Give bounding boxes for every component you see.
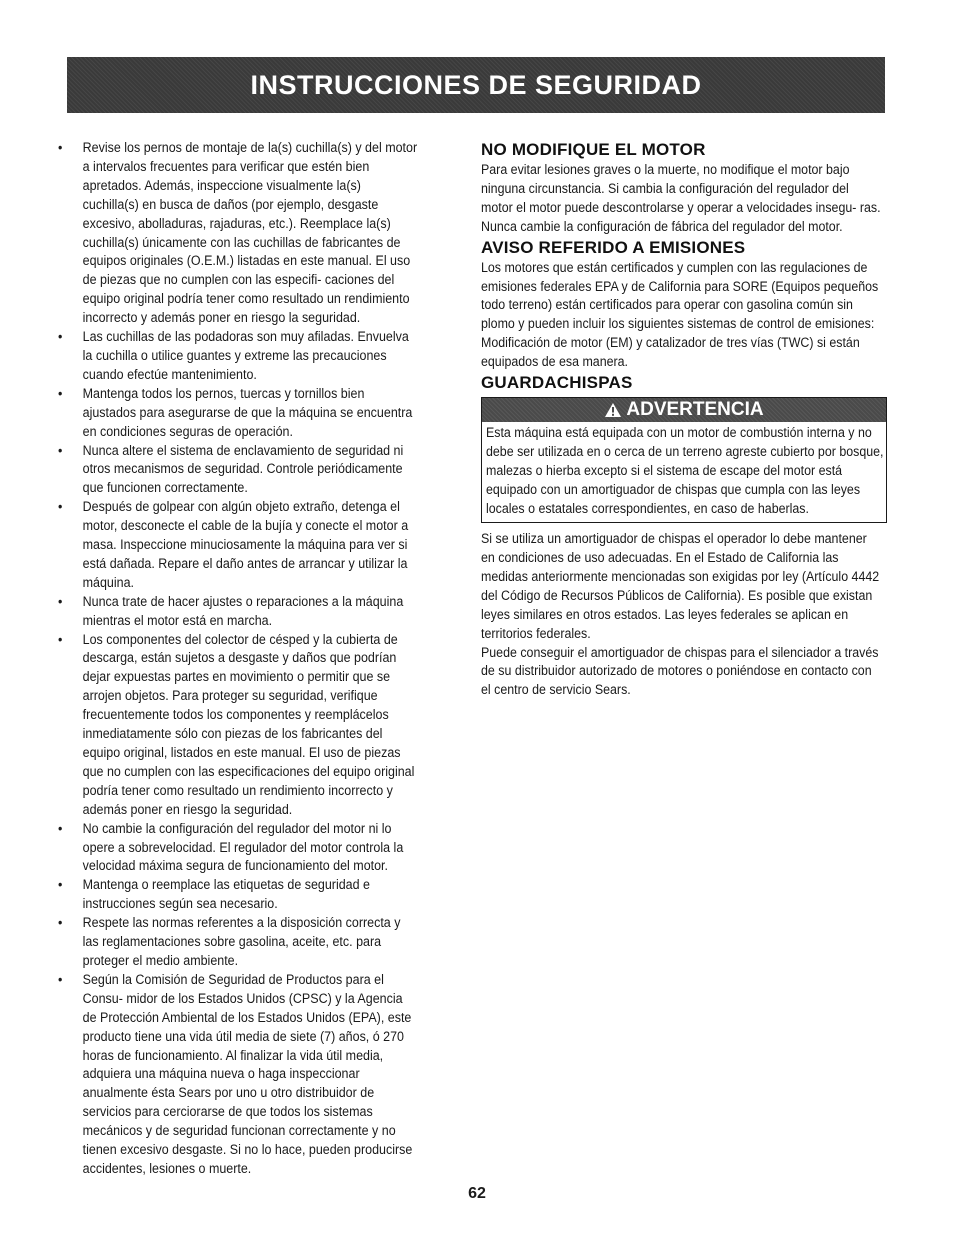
list-item (58, 498, 419, 593)
list-item (58, 971, 419, 1179)
list-item-text: Después de golpear con algún objeto extraño, detenga el motor, desconecte el cable de la bujía y conecte el motor a masa. Inspeccione minuciosamente la máquina para ver si está dañada. Repare el daño antes de arrancar y utilizar la máquina. (82, 499, 409, 591)
bullet-icon: • (58, 593, 63, 610)
list-item-text: Según la Comisión de Seguridad de Productos para el Consu- midor de los Estados Unidos (CPSC) y la Agencia de Protección Ambiental de los Estados Unidos (EPA), este producto tiene una vida útil media de siete (7) años, ó 270 horas de funcionamiento. Al finalizar la vida útil media, adquiera una máquina nueva o haga inspeccionar anualmente ésta Sears por uno u otro distribuidor de servicios para cerciorarse de que todos los sistemas mecánicos y de seguridad funcionan correctamente y no tienen excesivo desgaste. Si no lo hace, pueden producirse accidentes, lesiones o muerte. (82, 971, 413, 1177)
list-item-text: Las cuchillas de las podadoras son muy afiladas. Envuelva la cuchilla o utilice guantes y extreme las precauciones cuando efectúe mantenimiento. (82, 329, 409, 383)
warning-text: Esta máquina está equipada con un motor de combustión interna y no debe ser utilizada en o cerca de un terreno agreste cubierto por bosque, malezas o hierba excepto si el sistema de escape del motor está equipado con un amortiguador de chispas que cumpla con las leyes locales o estatales correspondientes, en caso de haberlas. (486, 425, 884, 517)
list-item (58, 876, 419, 914)
list-item (58, 442, 419, 499)
page-number: 62 (468, 1185, 486, 1202)
safety-bullet-list (58, 139, 419, 1179)
list-item (58, 631, 419, 820)
bullet-icon: • (58, 499, 63, 516)
guardachispas-paragraph-1: Si se utiliza un amortiguador de chispas el operador lo debe mantener en condiciones de uso adecuadas. En el Estado de California las medidas anteriormente mencionadas son exigidas por ley (Artículo 4442 del Código de Recursos Públicos de California). Es posible que existan leyes similares en otros estados. Las leyes federales se aplican en territorios federales. (481, 531, 880, 642)
bullet-icon: • (58, 915, 63, 932)
list-item-text: Revise los pernos de montaje de la(s) cuchilla(s) y del motor a intervalos frecuentes para verificar que estén bien apretados. Además, inspeccione visualmente la(s) cuchilla(s) en busca de daños (por ejemplo, desgaste excesivo, abolladuras, rajaduras, etc.). Reemplace la(s) cuchilla(s) únicamente con las cuchillas de fabricantes de equipos originales (O.E.M.) listadas en este manual. El uso de piezas que no cumplen con las especifi- caciones del equipo original podría tener como resultado un rendimiento incorrecto y además poner en riesgo la seguridad. (82, 140, 418, 327)
warning-header (482, 398, 886, 422)
list-item (58, 820, 419, 877)
section-banner (67, 57, 885, 113)
list-item (58, 914, 419, 971)
section-heading-guardachispas: GUARDACHISPAS (481, 373, 633, 393)
list-item-text: Nunca trate de hacer ajustes o reparaciones a la máquina mientras el motor está en marcha. (82, 593, 404, 629)
warning-title: ADVERTENCIA (626, 399, 764, 421)
motor-paragraph: Para evitar lesiones graves o la muerte, no modifique el motor bajo ninguna circunstancia. Si cambia la configuración del regulador del motor el motor puede descontrolarse y operar a velocidades insegu- ras. Nunca cambie la configuración de fábrica del regulador del motor. (481, 162, 881, 235)
guardachispas-paragraph-2: Puede conseguir el amortiguador de chispas para el silenciador a través de su distribuidor autorizado de motores o poniéndose en contacto con el centro de servicio Sears. (481, 644, 879, 699)
bullet-icon: • (58, 820, 63, 837)
list-item-text: Los componentes del colector de césped y la cubierta de descarga, están sujetos a desgaste y daños que podrían dejar expuestas partes en movimiento o permitir que se arrojen objetos. Para proteger su seguridad, verifique frecuentemente todos los componentes y reemplácelos inmediatamente sólo con piezas de los fabricantes del equipo original, listados en este manual. El uso de piezas que no cumplen con las especificaciones del equipo original podría tener como resultado un rendimiento incorrecto y además poner en riesgo la seguridad. (82, 631, 415, 818)
list-item-text: Nunca altere el sistema de enclavamiento de seguridad ni otros mecanismos de seguridad. Controle periódicamente que funcionen correctamente. (82, 442, 404, 497)
bullet-icon: • (58, 971, 63, 988)
list-item (58, 385, 419, 442)
list-item-text: No cambie la configuración del regulador del motor ni lo opere a sobrevelocidad. El regulador del motor controla la velocidad máxima segura de funcionamiento del motor. (82, 820, 404, 875)
list-item (58, 593, 419, 631)
list-item-text: Respete las normas referentes a la disposición correcta y las reglamentaciones sobre gasolina, aceite, etc. para proteger el medio ambiente. (82, 915, 401, 969)
list-item-text: Mantenga o reemplace las etiquetas de seguridad e instrucciones según sea necesario. (82, 877, 370, 913)
list-item (58, 328, 419, 385)
section-heading-emisiones: AVISO REFERIDO A EMISIONES (481, 237, 746, 257)
emisiones-paragraph: Los motores que están certificados y cumplen con las regulaciones de emisiones federales EPA y de California para SORE (Equipos pequeños todo terreno) están certificados para operar con gasolina común sin plomo y pueden incluir los siguientes sistemas de control de emisiones: Modificación de motor (EM) y catalizador de tres vías (TWC) si están equipados de esa manera. (481, 259, 879, 371)
left-column (58, 139, 419, 1179)
warning-body (482, 422, 886, 522)
bullet-icon: • (58, 140, 63, 156)
section-heading-motor: NO MODIFIQUE EL MOTOR (481, 140, 706, 159)
right-column (481, 139, 885, 700)
bullet-icon: • (58, 385, 63, 402)
bullet-icon: • (58, 329, 63, 346)
list-item (58, 139, 419, 328)
warning-box (481, 397, 887, 523)
page-title: INSTRUCCIONES DE SEGURIDAD (250, 69, 702, 100)
warning-triangle-icon (604, 402, 622, 418)
bullet-icon: • (58, 442, 63, 459)
list-item-text: Mantenga todos los pernos, tuercas y tornillos bien ajustados para asegurarse de que la máquina se encuentra en condiciones seguras de operación. (82, 385, 413, 440)
bullet-icon: • (58, 631, 63, 648)
bullet-icon: • (58, 877, 63, 894)
